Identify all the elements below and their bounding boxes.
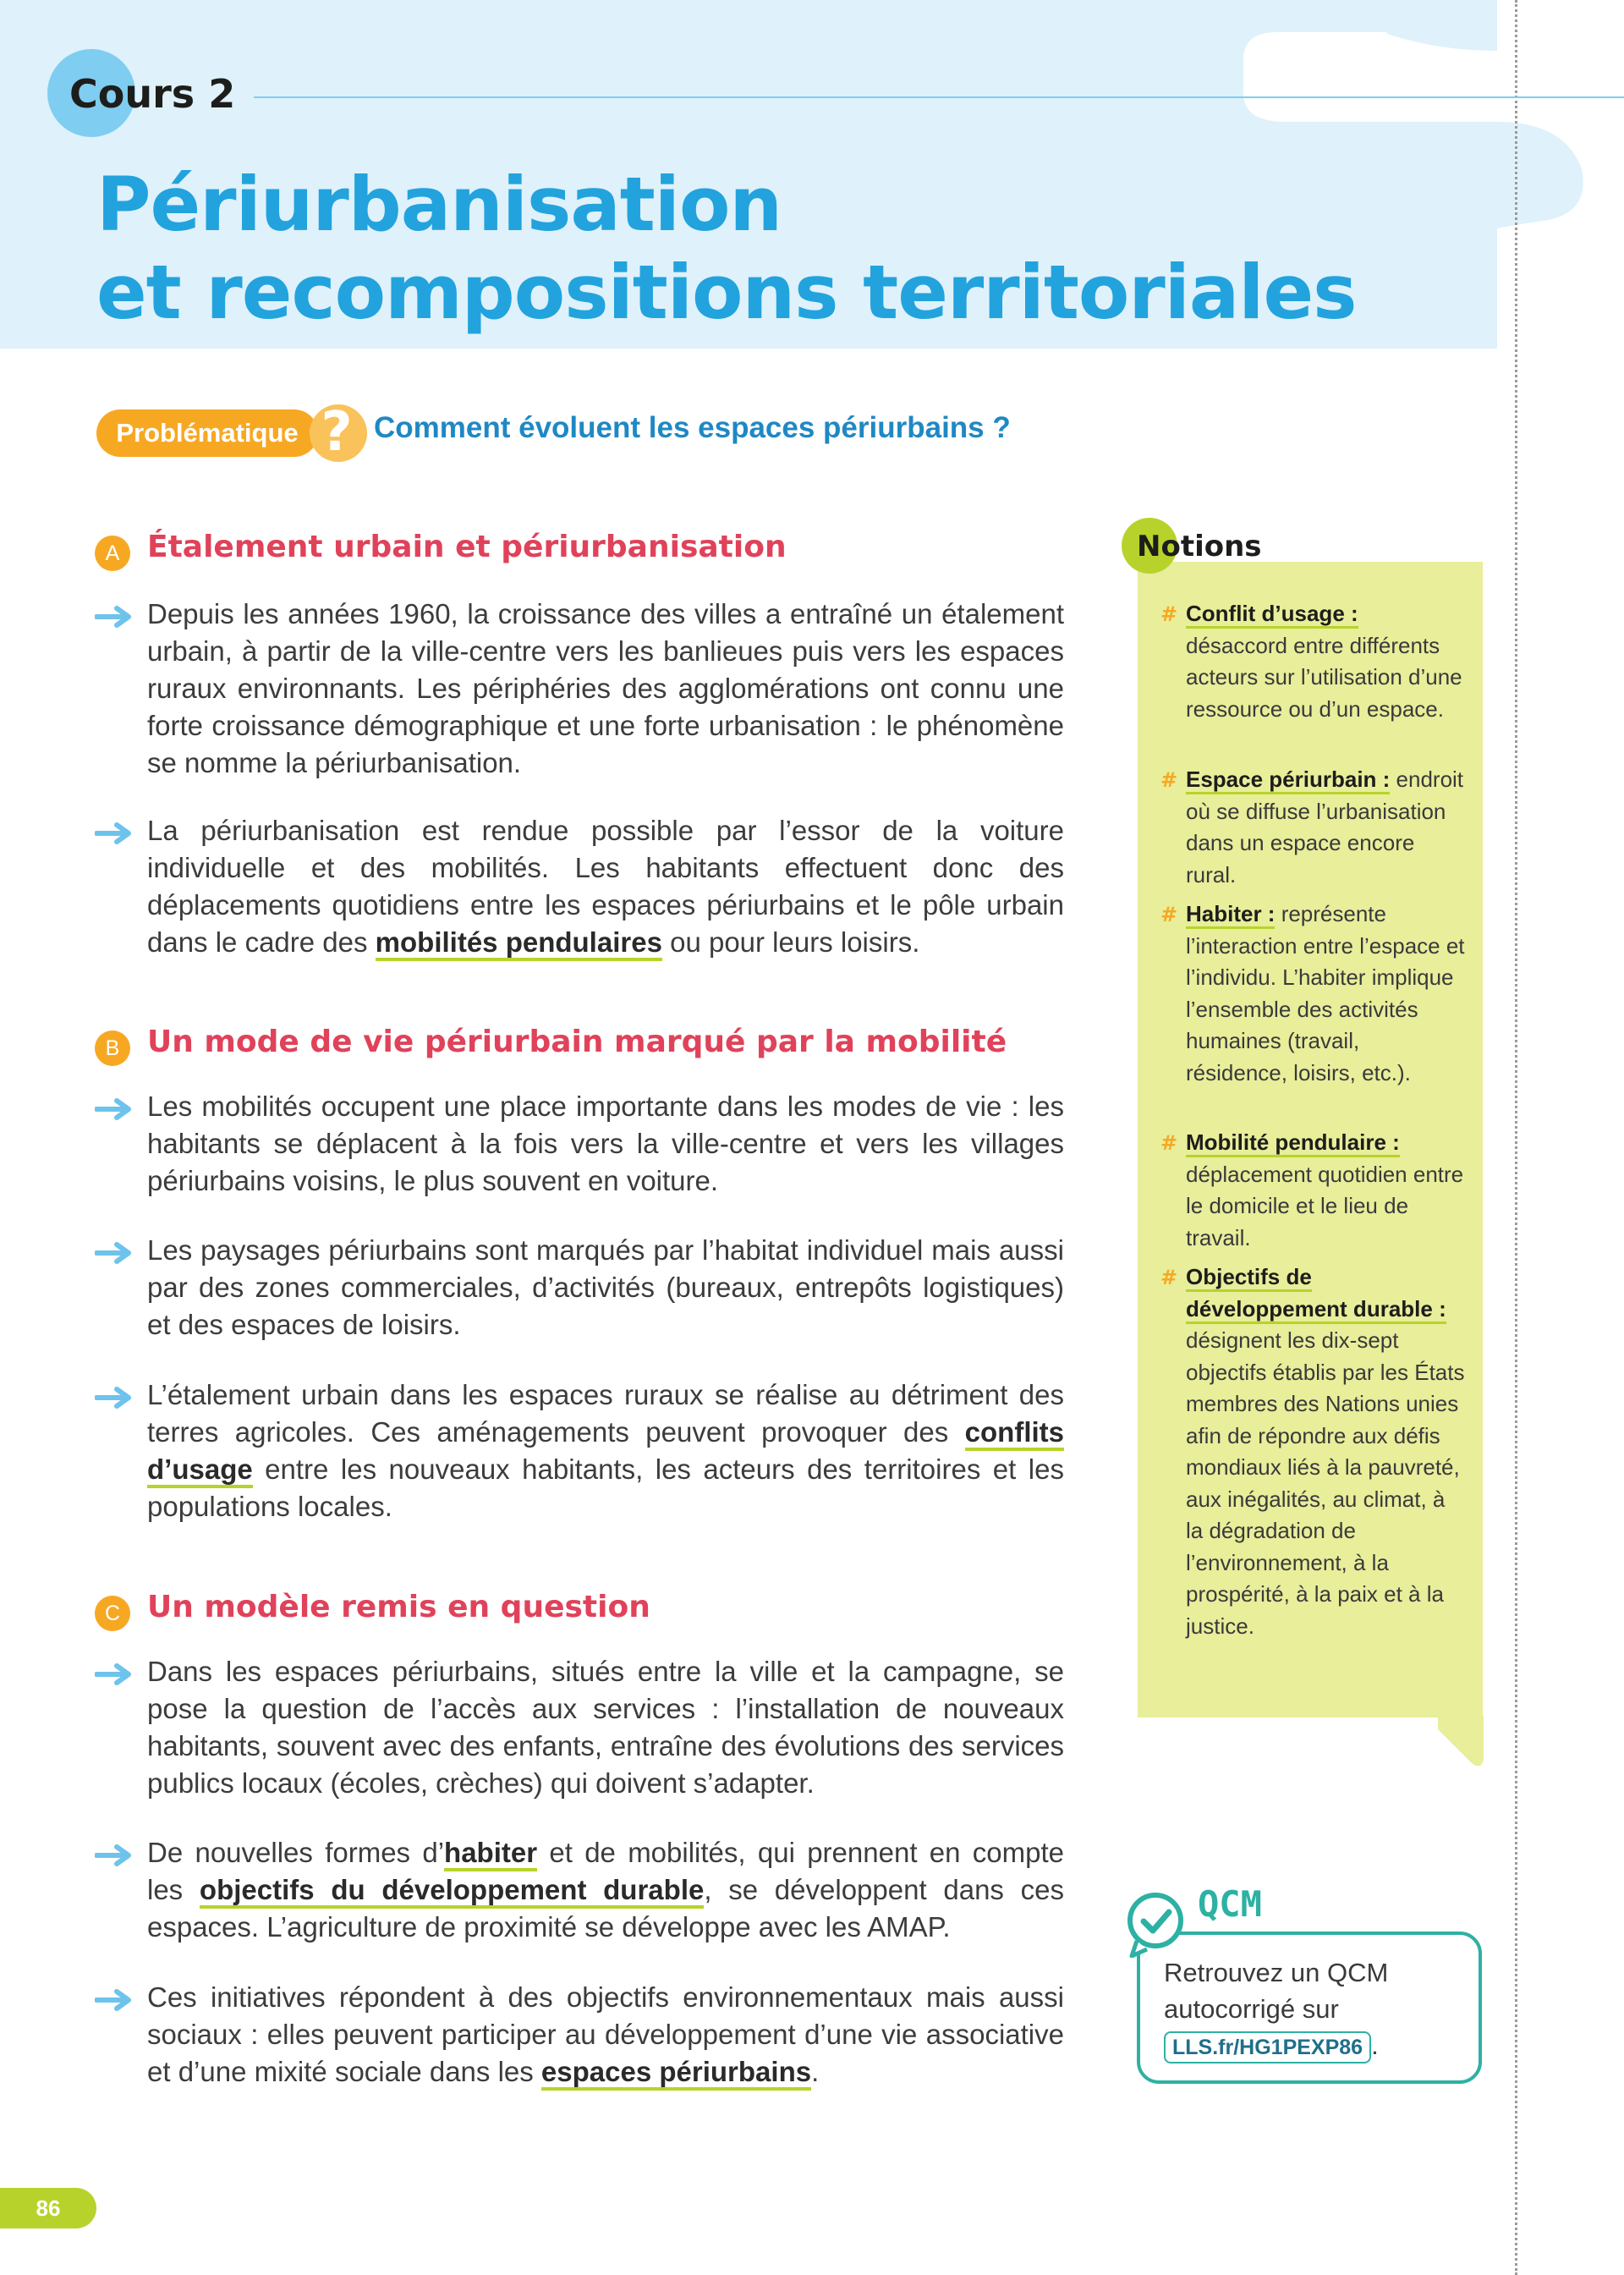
text-run: entre les nouveaux habitants, les acteurs des territoires et les populations locales.: [147, 1453, 1064, 1522]
section-b-paragraph-2: Les paysages périurbains sont marqués par l’habitat individuel mais aussi par des zones commerciales, d’activités (bureaux, entrepôts logistiques) et des espaces de loisirs.: [147, 1234, 1064, 1340]
notion-item: [1186, 598, 1465, 725]
section-b-title: Un mode de vie périurbain marqué par la mobilité: [147, 1025, 1007, 1059]
arrow-right-icon: [95, 1989, 137, 2011]
qcm-title: QCM: [1191, 1883, 1269, 1925]
text-run: ou pour leurs loisirs.: [661, 926, 920, 958]
term-objectifs-developpement-durable[interactable]: objectifs du développement durable: [200, 1874, 704, 1909]
notion-item: [1186, 1127, 1465, 1254]
notions-speech-tail: [1438, 1716, 1484, 1768]
section-c-title: Un modèle remis en question: [147, 1590, 650, 1624]
hash-icon: #: [1160, 1266, 1178, 1289]
hash-icon: #: [1160, 903, 1178, 926]
notion-definition: représente l’interaction entre l’espace et l’individu. L’habiter implique l’ensemble des activités humaines (travail, résidence, loisirs, etc.).: [1186, 901, 1465, 1085]
section-c-paragraph-3: [147, 1979, 1064, 2091]
section-b-paragraph-3: [147, 1377, 1064, 1525]
header-rule: [254, 96, 1624, 98]
notion-term: Mobilité pendulaire :: [1186, 1129, 1400, 1157]
course-label: Cours 2: [69, 71, 236, 117]
section-b-paragraph-1: Les mobilités occupent une place importante dans les modes de vie : les habitants se déplacent à la fois vers la ville-centre et vers les villages périurbains voisins, le plus souvent en voiture.: [147, 1091, 1064, 1196]
text-run: De nouvelles formes d’: [147, 1837, 445, 1868]
text-run: , se développent dans ces espaces. L’agriculture de proximité se développe avec les AMAP.: [147, 1874, 1064, 1943]
notion-definition: désignent les dix-sept objectifs établis par les États membres des Nations unies afin de répondre aux défis mondiaux liés à la pauvreté, aux inégalités, au climat, à la dégradation de l’environnement, à la prospérité, à la paix et à la justice.: [1186, 1327, 1465, 1639]
term-espaces-periurbains[interactable]: espaces périurbains: [541, 2056, 811, 2091]
notion-term: Objectifs de développement durable :: [1186, 1264, 1446, 1324]
notion-item: [1186, 764, 1465, 891]
page-title: [96, 161, 1357, 337]
section-c-badge: C: [95, 1596, 130, 1631]
page-edge-dotted-line: [1515, 0, 1517, 2275]
notion-definition: déplacement quotidien entre le domicile et le lieu de travail.: [1186, 1161, 1464, 1250]
qcm-period: .: [1371, 2030, 1379, 2060]
arrow-right-icon: [95, 1663, 137, 1685]
arrow-right-icon: [95, 822, 137, 844]
notion-definition: endroit où se diffuse l’urbanisation dans un espace encore rural.: [1186, 767, 1464, 887]
notion-item: [1186, 1261, 1465, 1642]
arrow-right-icon: [95, 1387, 137, 1409]
page-title-line-2: et recompositions territoriales: [96, 249, 1357, 336]
term-mobilites-pendulaires[interactable]: mobilités pendulaires: [376, 926, 662, 961]
notion-item: [1186, 898, 1465, 1089]
problematique-question: Comment évoluent les espaces périurbains ?: [374, 411, 1011, 444]
section-c-paragraph-2: [147, 1834, 1064, 1946]
notion-term: Conflit d’usage :: [1186, 601, 1358, 629]
qcm-text: [1164, 1954, 1451, 2063]
qcm-description: Retrouvez un QCM autocorrigé sur: [1164, 1958, 1389, 2024]
question-mark-icon: [301, 394, 370, 470]
section-a-badge: A: [95, 536, 130, 571]
section-c-paragraph-1: Dans les espaces périurbains, situés entre la ville et la campagne, se pose la question de l’accès aux services : l’installation de nouveaux habitants, souvent avec des enfants, entraîne des évolutions des services publics locaux (écoles, crèches) qui doivent s’adapter.: [147, 1656, 1064, 1799]
problematique-badge: Problématique: [96, 409, 318, 457]
text-run: Ces initiatives répondent à des objectifs environnementaux mais aussi sociaux : elles peuvent participer au développement d’une vie associative et d’une mixité sociale dans les: [147, 1981, 1064, 2087]
qcm-link[interactable]: LLS.fr/HG1PEXP86: [1164, 2031, 1371, 2063]
hash-icon: #: [1160, 768, 1178, 792]
term-conflits-d-usage[interactable]: conflits d’usage: [147, 1416, 1064, 1488]
hash-icon: #: [1160, 1131, 1178, 1155]
page-number: 86: [0, 2188, 96, 2228]
text-run: L’étalement urbain dans les espaces ruraux se réalise au détriment des terres agricoles. Ces aménagements peuvent provoquer des: [147, 1379, 1064, 1448]
svg-text:?: ?: [321, 401, 353, 464]
notion-term: Espace périurbain :: [1186, 767, 1390, 794]
notions-title: Notions: [1137, 530, 1262, 563]
check-circle-icon: [1123, 1888, 1193, 1958]
text-run: .: [811, 2056, 820, 2087]
arrow-right-icon: [95, 606, 137, 628]
text-run: La périurbanisation est rendue possible par l’essor de la voiture individuelle et des mobilités. Les habitants effectuent donc des déplacements quotidiens entre les espaces périurbains et le pôle urbain dans le cadre des: [147, 815, 1064, 958]
notion-term: Habiter :: [1186, 901, 1275, 929]
term-habiter[interactable]: habiter: [444, 1837, 537, 1871]
hash-icon: #: [1160, 602, 1178, 626]
arrow-right-icon: [95, 1844, 137, 1866]
section-a-title: Étalement urbain et périurbanisation: [147, 530, 787, 564]
notion-definition: désaccord entre différents acteurs sur l’utilisation d’une ressource ou d’un espace.: [1186, 632, 1462, 722]
page-title-line-1: Périurbanisation: [96, 161, 782, 248]
text-run: et de mobilités, qui prennent en compte les: [147, 1837, 1064, 1905]
section-a-paragraph-2: [147, 812, 1064, 961]
arrow-right-icon: [95, 1242, 137, 1264]
section-a-paragraph-1: Depuis les années 1960, la croissance des villes a entraîné un étalement urbain, à partir de la ville-centre vers les banlieues puis vers les espaces ruraux environnants. Les périphéries des agglomérations ont connu une forte croissance démographique et une forte urbanisation : le phénomène se nomme la périurbanisation.: [147, 598, 1064, 778]
arrow-right-icon: [95, 1098, 137, 1120]
section-b-badge: B: [95, 1030, 130, 1066]
